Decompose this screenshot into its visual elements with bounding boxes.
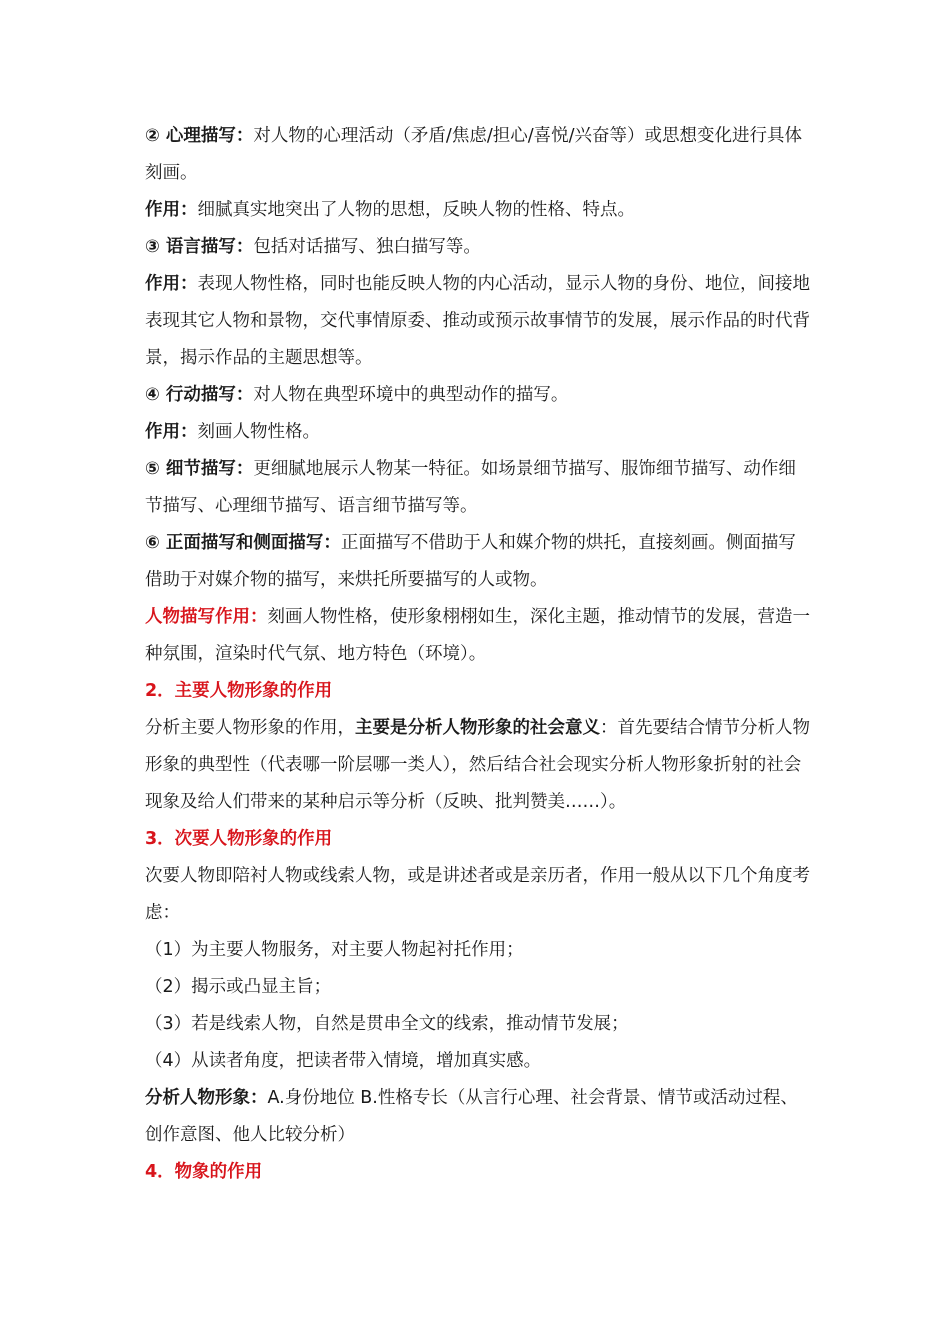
- paragraph-text: 对人物的心理活动（矛盾/焦虑/担心/喜悦/兴奋等）或思想变化进行具体刻画。: [145, 126, 803, 183]
- paragraph-label: ③ 语言描写：: [145, 237, 254, 257]
- summary-text: 刻画人物性格，使形象栩栩如生，深化主题，推动情节的发展，营造一种氛围，渲染时代气氛、地方特色（环境）。: [145, 607, 810, 664]
- list-item: （1）为主要人物服务，对主要人物起衬托作用；: [145, 940, 524, 960]
- character-description-summary: [145, 599, 813, 673]
- language-description: [145, 229, 813, 266]
- psychology-effect: [145, 192, 813, 229]
- main-character-rest: ：首先要结合情节分析人物形象的典型性（代表哪一阶层哪一类人），然后结合社会现实分析人物形象折射的社会现象及给人们带来的某种启示等分析（反映、批判赞美……）。: [145, 718, 810, 812]
- paragraph-text: 表现人物性格，同时也能反映人物的内心活动，显示人物的身份、地位，间接地表现其它人物和景物，交代事情原委、推动或预示故事情节的发展，展示作品的时代背景，揭示作品的主题思想等。: [145, 274, 810, 368]
- paragraph-text: 细腻真实地突出了人物的思想，反映人物的性格、特点。: [197, 200, 635, 220]
- list-item: （2）揭示或凸显主旨；: [145, 977, 332, 997]
- list-item: （3）若是线索人物，自然是贯串全文的线索，推动情节发展；: [145, 1014, 629, 1034]
- paragraph-label: ⑥ 正面描写和侧面描写：: [145, 533, 341, 553]
- action-description: [145, 377, 813, 414]
- paragraph-text: 正面描写不借助于人和媒介物的烘托，直接刻画。侧面描写借助于对媒介物的描写，来烘托所要描写的人或物。: [145, 533, 796, 590]
- analysis-text: A.身份地位 B.性格专长（从言行心理、社会背景、情节或活动过程、创作意图、他人比较分析）: [145, 1088, 798, 1145]
- section-heading-object-image: 4．物象的作用: [145, 1162, 263, 1182]
- analysis-label: 分析人物形象：: [145, 1088, 268, 1108]
- psychology-description: [145, 118, 813, 192]
- section-heading-secondary-character: 3．次要人物形象的作用: [145, 829, 333, 849]
- paragraph-label: ② 心理描写：: [145, 126, 254, 146]
- secondary-character-intro: 次要人物即陪衬人物或线索人物，或是讲述者或是亲历者，作用一般从以下几个角度考虑：: [145, 866, 810, 923]
- language-effect: [145, 266, 813, 377]
- character-analysis: [145, 1080, 813, 1154]
- main-character-paragraph: [145, 710, 813, 821]
- paragraph-label: 作用：: [145, 422, 198, 442]
- paragraph-label: 作用：: [145, 200, 198, 220]
- summary-label: 人物描写作用：: [145, 607, 268, 627]
- direct-indirect-description: [145, 525, 813, 599]
- document-page: [145, 118, 813, 1191]
- main-character-intro: 分析主要人物形象的作用，: [145, 718, 355, 738]
- paragraph-text: 刻画人物性格。: [197, 422, 320, 442]
- paragraph-label: 作用：: [145, 274, 198, 294]
- section-heading-main-character: 2．主要人物形象的作用: [145, 681, 333, 701]
- paragraph-label: ④ 行动描写：: [145, 385, 254, 405]
- action-effect: [145, 414, 813, 451]
- paragraph-text: 对人物在典型环境中的典型动作的描写。: [253, 385, 569, 405]
- paragraph-text: 更细腻地展示人物某一特征。如场景细节描写、服饰细节描写、动作细节描写、心理细节描写、语言细节描写等。: [145, 459, 796, 516]
- paragraph-label: ⑤ 细节描写：: [145, 459, 254, 479]
- main-character-bold: 主要是分析人物形象的社会意义: [355, 718, 600, 738]
- paragraph-text: 包括对话描写、独白描写等。: [253, 237, 481, 257]
- detail-description: [145, 451, 813, 525]
- list-item: （4）从读者角度，把读者带入情境，增加真实感。: [145, 1051, 542, 1071]
